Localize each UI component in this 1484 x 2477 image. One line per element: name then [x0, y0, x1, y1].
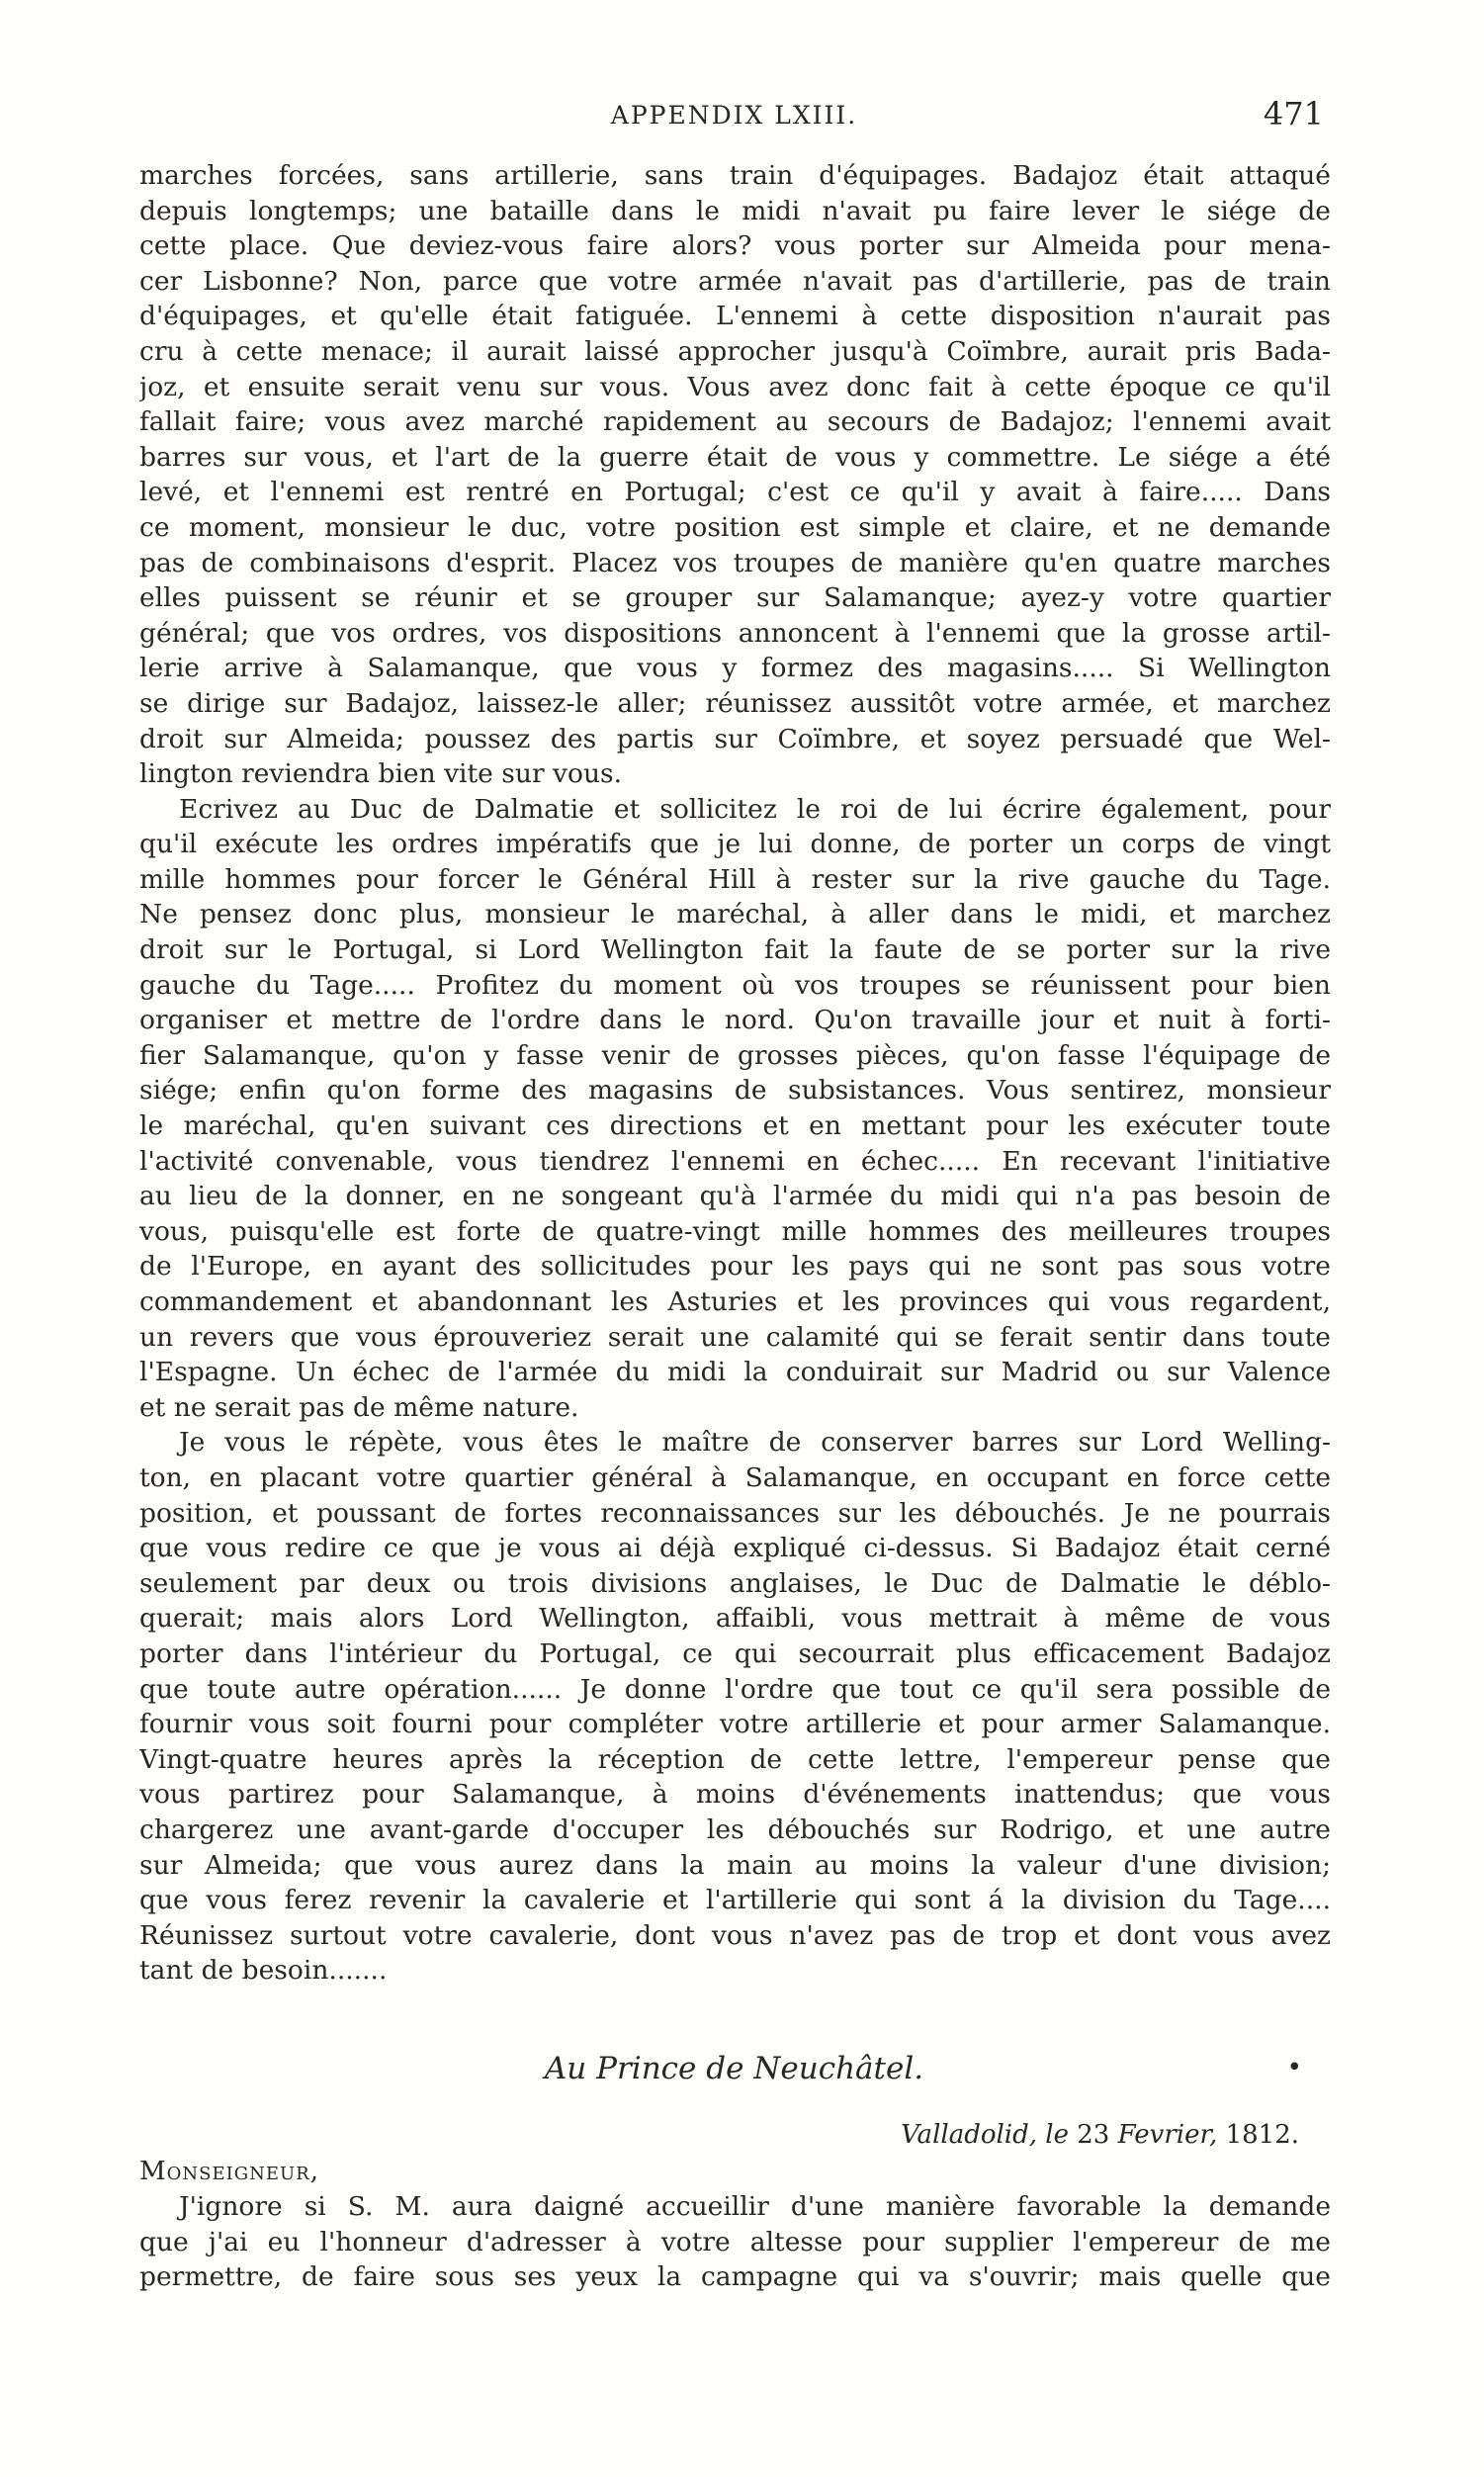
text-line: depuis longtemps; une bataille dans le midi n'avait pu faire lever le siége de [139, 195, 1331, 226]
text-line: cer Lisbonne? Non, parce que votre armée n'avait pas d'artillerie, pas de train [139, 265, 1331, 297]
text-line: lerie arrive à Salamanque, que vous y formez des magasins..... Si Wellington [139, 653, 1331, 684]
section-heading [138, 2051, 1330, 2096]
text-line: chargerez une avant-garde d'occuper les débouchés sur Rodrigo, et une autre [139, 1814, 1331, 1845]
text-line: elles puissent se réunir et se grouper sur Salamanque; ayez-y votre quartier [139, 582, 1331, 614]
text-line: l'Espagne. Un échec de l'armée du midi la conduirait sur Madrid ou sur Valence [139, 1357, 1331, 1388]
text-line: gauche du Tage..... Profitez du moment où vos troupes se réunissent pour bien [139, 969, 1331, 1001]
text-line: qu'il exécute les ordres impératifs que je lui donne, de porter un corps de vingt [139, 829, 1331, 860]
text-line: seulement par deux ou trois divisions anglaises, le Duc de Dalmatie le déblo- [139, 1567, 1331, 1599]
date-year: 1812. [1225, 2120, 1299, 2150]
text-line: d'équipages, et qu'elle était fatiguée. L'ennemi à cette disposition n'aurait pas [139, 301, 1331, 332]
text-line: se dirige sur Badajoz, laissez-le aller; réunissez aussitôt votre armée, et marchez [139, 687, 1331, 719]
text-line: l'activité convenable, vous tiendrez l'ennemi en échec..... En recevant l'initiative [139, 1145, 1331, 1177]
text-line: cru à cette menace; il aurait laissé approcher jusqu'à Coïmbre, aurait pris Bada- [139, 335, 1331, 367]
text-line: commandement et abandonnant les Asturies et les provinces qui vous regardent, [139, 1286, 1331, 1317]
text-line: Je vous le répète, vous êtes le maître de conserver barres sur Lord Welling- [179, 1427, 1331, 1459]
text-line: Vingt-quatre heures après la réception de cette lettre, l'empereur pense que [139, 1743, 1331, 1775]
dateline [139, 2116, 1331, 2154]
section-title: Au Prince de Neuchâtel. [544, 2051, 924, 2086]
text-line: siége; enfin qu'on forme des magasins de subsistances. Vous sentirez, monsieur [139, 1075, 1331, 1106]
text-line: fallait faire; vous avez marché rapidement au secours de Badajoz; l'ennemi avait [139, 406, 1331, 438]
running-head [138, 95, 1330, 134]
text-line: que toute autre opération...... Je donne l'ordre que tout ce qu'il sera possible de [139, 1673, 1331, 1705]
section-marker: • [1286, 2053, 1302, 2082]
running-title: APPENDIX LXIII. [610, 101, 858, 130]
text-line: droit sur Almeida; poussez des partis sur Coïmbre, et soyez persuadé que Wel- [139, 723, 1331, 754]
text-line: barres sur vous, et l'art de la guerre était de vous y commettre. Le siége a été [139, 441, 1331, 473]
text-line: que vous redire ce que je vous ai déjà expliqué ci-dessus. Si Badajoz était cerné [139, 1533, 1331, 1564]
text-line: fier Salamanque, qu'on y fasse venir de grosses pièces, qu'on fasse l'équipage de [139, 1039, 1331, 1071]
text-line: marches forcées, sans artillerie, sans train d'équipages. Badajoz était attaqué [139, 160, 1331, 191]
text-line: le maréchal, qu'en suivant ces directions et en mettant pour les exécuter toute [139, 1110, 1331, 1142]
text-line: tant de besoin....... [139, 1955, 388, 1987]
text-line: de l'Europe, en ayant des sollicitudes pour les pays qui ne sont pas sous votre [139, 1251, 1331, 1283]
text-line: pas de combinaisons d'esprit. Placez vos troupes de manière qu'en quatre marches [139, 547, 1331, 578]
page-number: 471 [1263, 95, 1324, 133]
text-line: vous, puisqu'elle est forte de quatre-vingt mille hommes des meilleures troupes [139, 1215, 1331, 1247]
text-line: position, et poussant de fortes reconnaissances sur les débouchés. Je ne pourrais [139, 1497, 1331, 1529]
date-le: le [1045, 2120, 1069, 2150]
date-place: Valladolid, [901, 2120, 1038, 2150]
letter-line: permettre, de faire sous ses yeux la campagne qui va s'ouvrir; mais quelle que [139, 2261, 1331, 2293]
text-line: ce moment, monsieur le duc, votre position est simple et claire, et ne demande [139, 511, 1331, 543]
text-line: sur Almeida; que vous aurez dans la main au moins la valeur d'une division; [139, 1849, 1331, 1881]
text-line: que vous ferez revenir la cavalerie et l'artillerie qui sont á la division du Tage.... [139, 1885, 1331, 1916]
text-line: querait; mais alors Lord Wellington, affaibli, vous mettrait à même de vous [139, 1603, 1331, 1635]
text-line: vous partirez pour Salamanque, à moins d'événements inattendus; que vous [139, 1779, 1331, 1811]
text-line: Réunissez surtout votre cavalerie, dont vous n'avez pas de trop et dont vous avez [139, 1919, 1331, 1951]
letter-line: J'ignore si S. M. aura daigné accueillir d'une manière favorable la demande [179, 2191, 1331, 2222]
text-line: un revers que vous éprouveriez serait une calamité qui se ferait sentir dans toute [139, 1321, 1331, 1353]
text-line: Ne pensez donc plus, monsieur le maréchal, à aller dans le midi, et marchez [139, 899, 1331, 930]
letter-line: que j'ai eu l'honneur d'adresser à votre altesse pour supplier l'empereur de me [139, 2226, 1331, 2257]
text-line: mille hommes pour forcer le Général Hill à rester sur la rive gauche du Tage. [139, 863, 1331, 895]
text-line: organiser et mettre de l'ordre dans le nord. Qu'on travaille jour et nuit à forti- [139, 1005, 1331, 1036]
text-line: fournir vous soit fourni pour compléter votre artillerie et pour armer Salamanque. [139, 1709, 1331, 1740]
text-line: lington reviendra bien vite sur vous. [139, 758, 623, 790]
text-line: général; que vos ordres, vos dispositions annoncent à l'ennemi que la grosse artil- [139, 617, 1331, 649]
body-text [139, 158, 1331, 1989]
text-line: et ne serait pas de même nature. [139, 1391, 579, 1423]
text-line: droit sur le Portugal, si Lord Wellington fait la faute de se porter sur la rive [139, 934, 1331, 966]
date-day: 23 [1077, 2120, 1110, 2150]
text-line: cette place. Que deviez-vous faire alors? vous porter sur Almeida pour mena- [139, 230, 1331, 262]
salutation: Monseigneur, [139, 2157, 319, 2186]
text-line: joz, et ensuite serait venu sur vous. Vous avez donc fait à cette époque ce qu'il [139, 371, 1331, 402]
text-line: Ecrivez au Duc de Dalmatie et sollicitez le roi de lui écrire également, pour [179, 793, 1331, 825]
text-line: porter dans l'intérieur du Portugal, ce qui secourrait plus efficacement Badajoz [139, 1637, 1331, 1669]
date-month: Fevrier, [1117, 2120, 1218, 2150]
letter [139, 2116, 1331, 2295]
text-line: levé, et l'ennemi est rentré en Portugal; c'est ce qu'il y avait à faire..... Dans [139, 477, 1331, 508]
text-line: au lieu de la donner, en ne songeant qu'à l'armée du midi qui n'a pas besoin de [139, 1181, 1331, 1212]
text-line: ton, en placant votre quartier général à Salamanque, en occupant en force cette [139, 1461, 1331, 1493]
